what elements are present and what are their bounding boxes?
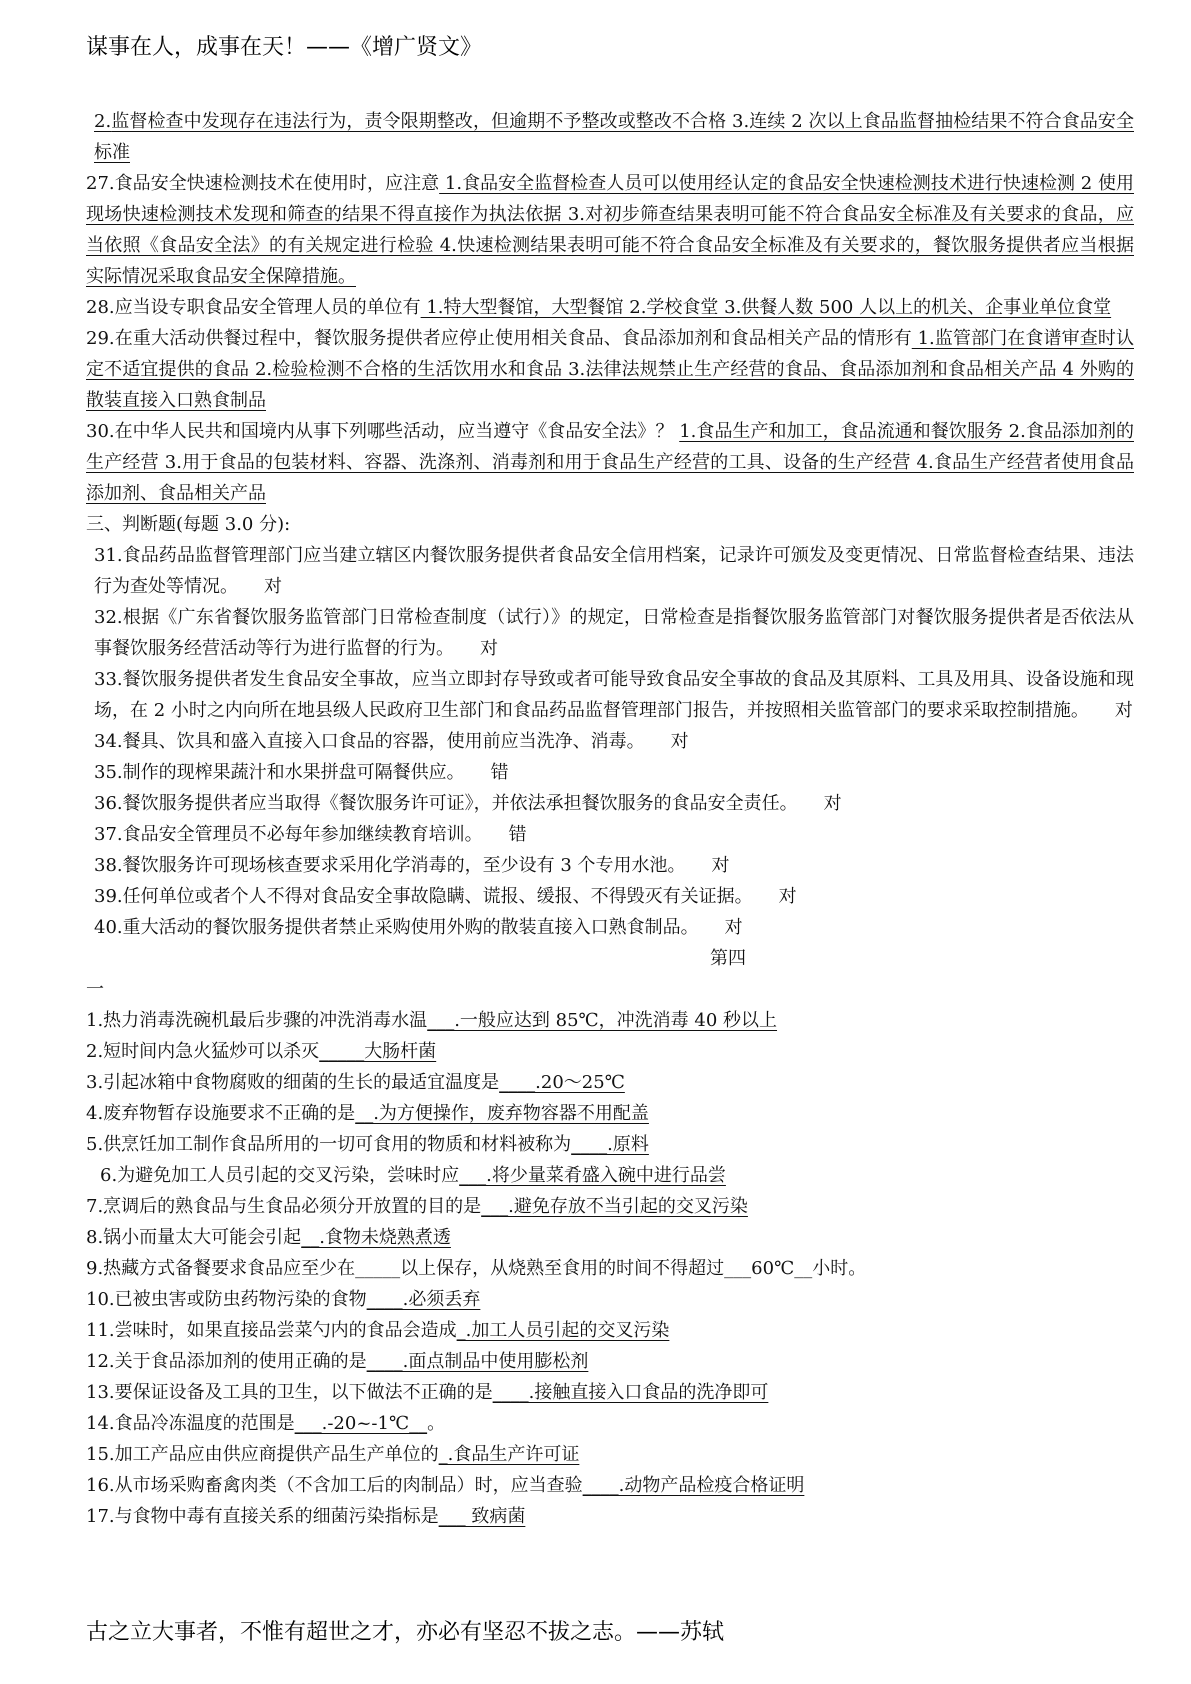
question-text: 29.在重大活动供餐过程中，餐饮服务提供者应停止使用相关食品、食品添加剂和食品相关产品的情形有 — [86, 328, 912, 349]
judgment-answer: 对 — [670, 731, 689, 752]
answer-text: ____.20～25℃ — [499, 1072, 625, 1093]
judgment-text: 34.餐具、饮具和盛入直接入口食品的容器，使用前应当洗净、消毒。 — [94, 731, 645, 752]
question-text: 14.食品冷冻温度的范围是 — [86, 1413, 295, 1434]
question-suffix: 。 — [427, 1413, 446, 1434]
question-text: 4.废弃物暂存设施要求不正确的是 — [86, 1103, 356, 1124]
judgment-answer: 对 — [724, 917, 743, 938]
question-text: 15.加工产品应由供应商提供产品生产单位的 — [86, 1444, 439, 1465]
judgment-item — [86, 726, 1134, 757]
answer-text: 1.监管部门在食谱审查时认定不适宜提供的食品 2.检验检测不合格的生活饮用水和食品 3.法律法规禁止生产经营的食品、食品添加剂和食品相关产品 4 外购的散装直接入口熟食制品 — [86, 328, 1134, 411]
judgment-text: 40.重大活动的餐饮服务提供者禁止采购使用外购的散装直接入口熟食制品。 — [94, 917, 699, 938]
header-quote: 谋事在人，成事在天！——《增广贤文》 — [86, 35, 483, 60]
fill-item — [86, 1098, 1134, 1129]
answer-text: _.加工人员引起的交叉污染 — [456, 1320, 670, 1341]
question-text: 3.引起冰箱中食物腐败的细菌的生长的最适宜温度是 — [86, 1072, 500, 1093]
question-text: 17.与食物中毒有直接关系的细菌污染指标是 — [86, 1506, 439, 1527]
answer-text: 1.食品安全监督检查人员可以使用经认定的食品安全快速检测技术进行快速检测 2 使用现场快速检测技术发现和筛查的结果不得直接作为执法依据 3.对初步筛查结果表明可能不符合食品安全标准及有关要求的食品，应当依照《食品安全法》的有关规定进行检验 4.快速检测结果表明可能不符合食品安全标准及有关要求的，餐饮服务提供者应当根据实际情况采取食品安全保障措施。 — [86, 173, 1135, 287]
fill-blank-list — [86, 1005, 1134, 1532]
judgment-text: 37.食品安全管理员不必每年参加继续教育培训。 — [94, 824, 483, 845]
judgment-item — [86, 540, 1134, 602]
judgment-text: 35.制作的现榨果蔬汁和水果拼盘可隔餐供应。 — [94, 762, 465, 783]
judgment-text: 31.食品药品监督管理部门应当建立辖区内餐饮服务提供者食品安全信用档案，记录许可颁发及变更情况、日常监督检查结果、违法行为查处等情况。 — [94, 545, 1134, 597]
question-28 — [86, 292, 1134, 323]
fill-item — [86, 1346, 1134, 1377]
judgment-answer: 对 — [480, 638, 498, 659]
judgment-item — [86, 788, 1134, 819]
fill-item — [86, 1377, 1134, 1408]
judgment-text: 38.餐饮服务许可现场核查要求采用化学消毒的，至少设有 3 个专用水池。 — [94, 855, 686, 876]
question-text: 2.短时间内急火猛炒可以杀灭 — [86, 1041, 320, 1062]
answer-text: 1.特大型餐馆，大型餐馆 2.学校食堂 3.供餐人数 500 人以上的机关、企事业单位食堂 — [420, 297, 1112, 318]
judgment-item — [86, 912, 1134, 943]
part-title: 第四 — [710, 948, 746, 969]
judgment-text: 33.餐饮服务提供者发生食品安全事故，应当立即封存导致或者可能导致食品安全事故的食品及其原料、工具及用具、设备设施和现场，在 2 小时之内向所在地县级人民政府卫生部门和食品药品监督管理部门报告，并按照相关监管部门的要求采取控制措施。 — [94, 669, 1134, 721]
fill-item — [86, 1408, 1134, 1439]
section-3-title: 三、判断题(每题 3.0 分): — [86, 514, 291, 535]
answer-text: ____.原料 — [571, 1134, 649, 1155]
answer-text: 1.食品生产和加工，食品流通和餐饮服务 2.食品添加剂的生产经营 3.用于食品的包装材料、容器、洗涤剂、消毒剂和用于食品生产经营的工具、设备的生产经营 4.食品生产经营者使用食品添加剂、食品相关产品 — [86, 421, 1134, 504]
judgment-item — [86, 602, 1134, 664]
fill-item — [86, 1315, 1134, 1346]
footer-quote: 古之立大事者，不惟有超世之才，亦必有坚忍不拔之志。——苏轼 — [86, 1620, 725, 1645]
judgment-answer: 对 — [1114, 700, 1133, 721]
answer-text: ____.必须丢弃 — [366, 1289, 481, 1310]
answer-text: __.为方便操作，废弃物容器不用配盖 — [355, 1103, 649, 1124]
judgment-answer: 对 — [823, 793, 842, 814]
question-text: 7.烹调后的熟食品与生食品必须分开放置的目的是 — [86, 1196, 482, 1217]
question-text: 27.食品安全快速检测技术在使用时，应注意 — [86, 173, 440, 194]
answer-text: ____.接触直接入口食品的洗净即可 — [492, 1382, 769, 1403]
answer-text: ___.一般应达到 85℃，冲洗消毒 40 秒以上 — [427, 1010, 778, 1031]
fill-item — [86, 1129, 1134, 1160]
judgment-answer: 对 — [711, 855, 730, 876]
question-text: 8.锅小而量太大可能会引起 — [86, 1227, 302, 1248]
document-body — [86, 106, 1134, 1532]
question-29 — [86, 323, 1134, 416]
question-text: 1.热力消毒洗碗机最后步骤的冲洗消毒水温 — [86, 1010, 428, 1031]
fill-item — [86, 1470, 1134, 1501]
judgment-text: 32.根据《广东省餐饮服务监管部门日常检查制度（试行）》的规定，日常检查是指餐饮服务监管部门对餐饮服务提供者是否依法从事餐饮服务经营活动等行为进行监督的行为。 — [94, 607, 1134, 659]
judgment-answer: 错 — [508, 824, 527, 845]
fill-item — [86, 1439, 1134, 1470]
fill-item — [86, 1005, 1134, 1036]
item-number: 2. — [94, 111, 112, 132]
judgment-item — [86, 881, 1134, 912]
question-text: 30.在中华人民共和国境内从事下列哪些活动，应当遵守《食品安全法》？ — [86, 421, 680, 442]
judgment-item — [86, 757, 1134, 788]
answer-text: ____.动物产品检疫合格证明 — [582, 1475, 805, 1496]
fill-item — [86, 1284, 1134, 1315]
judgment-answer: 错 — [490, 762, 509, 783]
judgment-answer: 对 — [778, 886, 797, 907]
fill-item — [86, 1501, 1134, 1532]
fill-item — [86, 1253, 1134, 1284]
fill-item — [86, 1222, 1134, 1253]
fill-item — [86, 1160, 1134, 1191]
judgment-answer: 对 — [264, 576, 282, 597]
question-27 — [86, 168, 1134, 292]
question-text: 12.关于食品添加剂的使用正确的是 — [86, 1351, 367, 1372]
part-subtitle: 一 — [86, 979, 104, 1000]
fill-item — [86, 1191, 1134, 1222]
answer-text: ____.面点制品中使用膨松剂 — [366, 1351, 589, 1372]
answer-text: ___.避免存放不当引起的交叉污染 — [481, 1196, 748, 1217]
judgment-text: 36.餐饮服务提供者应当取得《餐饮服务许可证》，并依法承担餐饮服务的食品安全责任。 — [94, 793, 798, 814]
question-text: 28.应当设专职食品安全管理人员的单位有 — [86, 297, 421, 318]
question-30 — [86, 416, 1134, 509]
judgment-item — [86, 850, 1134, 881]
question-26-continued — [86, 106, 1134, 168]
judgment-item — [86, 819, 1134, 850]
question-text: 11.尝味时，如果直接品尝菜勺内的食品会造成 — [86, 1320, 457, 1341]
answer-text: 监督检查中发现存在违法行为，责令限期整改，但逾期不予整改或整改不合格 3.连续 2 次以上食品监督抽检结果不符合食品安全标准 — [94, 111, 1134, 163]
question-text: 6.为避免加工人员引起的交叉污染，尝味时应 — [100, 1165, 460, 1186]
fill-item — [86, 1067, 1134, 1098]
judgment-text: 39.任何单位或者个人不得对食品安全事故隐瞒、谎报、缓报、不得毁灭有关证据。 — [94, 886, 753, 907]
answer-text: _.食品生产许可证 — [438, 1444, 580, 1465]
answer-text: ___.将少量菜肴盛入碗中进行品尝 — [459, 1165, 726, 1186]
question-text: 13.要保证设备及工具的卫生，以下做法不正确的是 — [86, 1382, 493, 1403]
answer-text: _____大肠杆菌 — [319, 1041, 437, 1062]
question-text: 10.已被虫害或防虫药物污染的食物 — [86, 1289, 367, 1310]
question-text: 9.热藏方式备餐要求食品应至少在_____以上保存，从烧熟至食用的时间不得超过___60℃__小时。 — [86, 1258, 867, 1279]
answer-text: ___.-20~-1℃__ — [294, 1413, 428, 1434]
answer-text: ___ 致病菌 — [438, 1506, 526, 1527]
answer-text: __.食物未烧熟煮透 — [301, 1227, 451, 1248]
judgment-list — [86, 540, 1134, 943]
judgment-item — [86, 664, 1134, 726]
question-text: 5.供烹饪加工制作食品所用的一切可食用的物质和材料被称为 — [86, 1134, 572, 1155]
fill-item — [86, 1036, 1134, 1067]
question-text: 16.从市场采购畜禽肉类（不含加工后的肉制品）时，应当查验 — [86, 1475, 583, 1496]
